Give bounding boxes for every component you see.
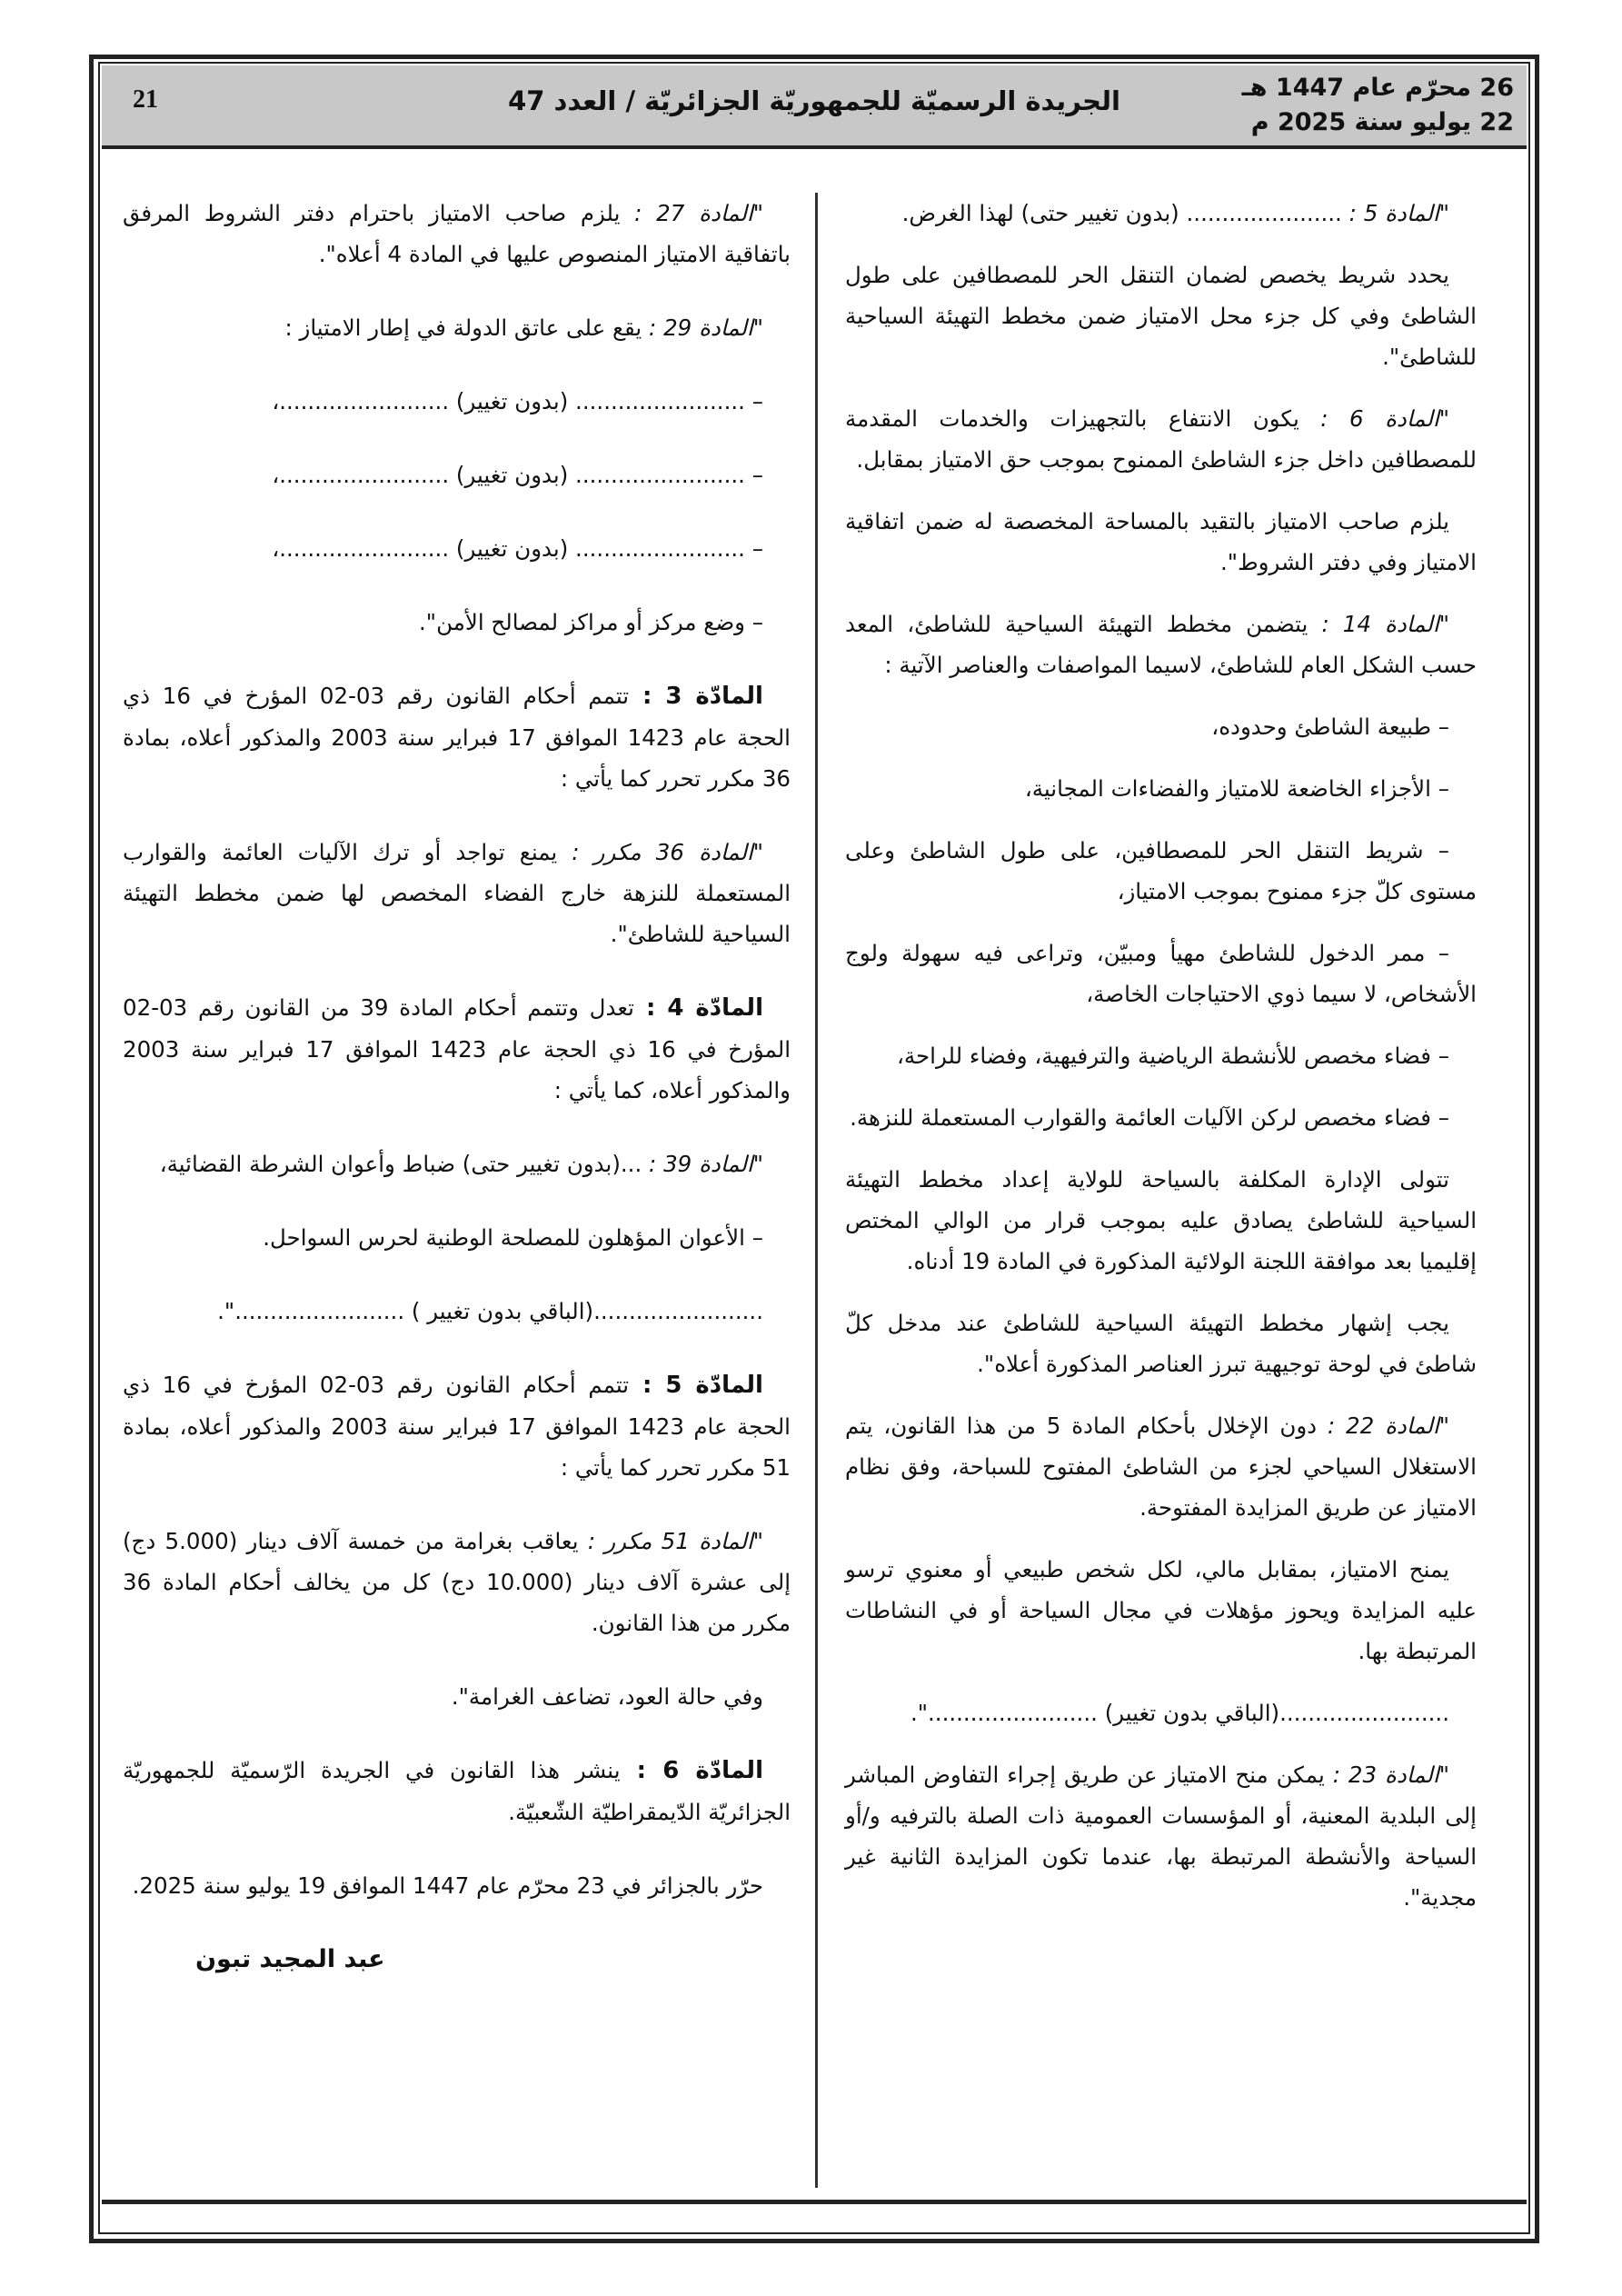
paragraph-text: يحدد شريط يخصص لضمان التنقل الحر للمصطافين على طول الشاطئ وفي كل جزء محل الامتياز ضمن مخطط التهيئة السياحية للشاطئ". (845, 262, 1477, 370)
paragraph (123, 1865, 791, 1906)
article-label: المادّة 4 : (633, 994, 763, 1022)
article-label: "المادة 23 : (1324, 1762, 1449, 1788)
paragraph (845, 706, 1477, 747)
paragraph-text: يلزم صاحب الامتياز باحترام دفتر الشروط المرفق باتفاقية الامتياز المنصوص عليها في المادة 4 أعلاه". (123, 200, 791, 267)
article-paragraph (845, 193, 1477, 234)
gregorian-date: 22 يوليو سنة 2025 م (1250, 108, 1514, 136)
paragraph (123, 381, 791, 422)
paragraph-text: يلزم صاحب الامتياز بالتقيد بالمساحة المخصصة له ضمن اتفاقية الامتياز وفي دفتر الشروط". (845, 508, 1477, 575)
paragraph (845, 1549, 1477, 1672)
paragraph (845, 1303, 1477, 1384)
article-label: "المادة 29 : (642, 314, 763, 341)
paragraph-text: – الأجزاء الخاضعة للامتياز والفضاءات المجانية، (1024, 775, 1449, 802)
paragraph (845, 1692, 1477, 1733)
paragraph (123, 602, 791, 643)
paragraph-text: – فضاء مخصص للأنشطة الرياضية والترفيهية، وفضاء للراحة، (896, 1043, 1449, 1069)
paragraph-text: – ........................ (بدون تغيير) ........................، (272, 462, 763, 488)
paragraph (123, 1676, 791, 1717)
paragraph-text: يقع على عاتق الدولة في إطار الامتياز : (284, 314, 642, 341)
paragraph-text: – ........................ (بدون تغيير) ........................، (272, 535, 763, 562)
left-column (123, 193, 791, 2012)
paragraph-text: ينشر هذا القانون في الجريدة الرّسميّة للجمهوريّة الجزائريّة الدّيمقراطيّة الشّعبيّة. (123, 1757, 791, 1825)
paragraph-text: يمنع تواجد أو ترك الآليات العائمة والقوارب المستعملة للنزهة خارج الفضاء المخصص لها ضمن مخطط التهيئة السياحية للشاطئ". (123, 839, 791, 947)
paragraph (123, 454, 791, 495)
paragraph-text: ........................(الباقي بدون تغيير ) ........................". (217, 1298, 763, 1324)
article-label: المادّة 5 : (629, 1372, 763, 1399)
article-label: المادّة 3 : (629, 683, 763, 710)
article-paragraph (123, 675, 791, 799)
paragraph (845, 501, 1477, 583)
paragraph-text: تتولى الإدارة المكلفة بالسياحة للولاية إعداد مخطط التهيئة السياحية للشاطئ يصادق عليه بموجب قرار من الوالي المختص إقليميا بعد موافقة اللجنة الولائية المذكورة في المادة 19 أدناه. (845, 1166, 1477, 1274)
bottom-rule (102, 2200, 1527, 2204)
article-label: "المادة 36 مكرر : (557, 839, 763, 865)
paragraph (123, 1217, 791, 1258)
article-paragraph (123, 987, 791, 1111)
gazette-header (102, 65, 1527, 149)
paragraph (845, 768, 1477, 809)
paragraph-text: – شريط التنقل الحر للمصطافين، على طول الشاطئ وعلى مستوى كلّ جزء ممنوح بموجب الامتياز، (845, 837, 1477, 904)
paragraph-text: حرّر بالجزائر في 23 محرّم عام 1447 الموافق 19 يوليو سنة 2025. (132, 1872, 763, 1899)
paragraph-text: يعاقب بغرامة من خمسة آلاف دينار (5.000 دج) إلى عشرة آلاف دينار (10.000 دج) كل من يخالف أحكام المادة 36 مكرر من هذا القانون. (123, 1528, 791, 1636)
paragraph-text: يكون الانتفاع بالتجهيزات والخدمات المقدمة للمصطافين داخل جزء الشاطئ الممنوح بموجب حق الامتياز بمقابل. (845, 405, 1477, 473)
article-label: المادّة 6 : (620, 1757, 763, 1784)
paragraph-text: – وضع مركز أو مراكز لمصالح الأمن". (419, 609, 763, 635)
paragraph (845, 933, 1477, 1014)
article-label: "المادة 27 : (620, 200, 763, 226)
paragraph (123, 1291, 791, 1332)
article-paragraph (845, 1405, 1477, 1528)
paragraph-text: – طبيعة الشاطئ وحدوده، (1211, 714, 1449, 740)
paragraph-text: – ممر الدخول للشاطئ مهيأ ومبيّن، وتراعى فيه سهولة ولوج الأشخاص، لا سيما ذوي الاحتياجات الخاصة، (845, 940, 1477, 1007)
article-label: "المادة 5 : (1341, 200, 1449, 226)
page-number: 21 (133, 85, 158, 114)
paragraph-text: يمنح الامتياز، بمقابل مالي، لكل شخص طبيعي أو معنوي ترسو عليه المزايدة ويحوز مؤهلات في مجال السياحة أو في النشاطات المرتبطة بها. (845, 1556, 1477, 1664)
paragraph (845, 1097, 1477, 1138)
paragraph (845, 830, 1477, 912)
article-paragraph (123, 1143, 791, 1184)
paragraph-text: ...................... (بدون تغيير حتى) لهذا الغرض. (901, 200, 1342, 226)
paragraph (845, 1035, 1477, 1076)
article-label: "المادة 14 : (1308, 611, 1449, 637)
paragraph-text: ........................(الباقي بدون تغيير) ........................". (910, 1700, 1449, 1726)
article-paragraph (123, 1750, 791, 1832)
paragraph-text: وفي حالة العود، تضاعف الغرامة". (451, 1683, 763, 1710)
paragraph (845, 1159, 1477, 1282)
paragraph-text: يتضمن مخطط التهيئة السياحية للشاطئ، المعد حسب الشكل العام للشاطئ، لاسيما المواصفات والعناصر الآتية : (845, 611, 1477, 678)
article-label: "المادة 51 مكرر : (578, 1528, 763, 1554)
article-paragraph (123, 307, 791, 348)
article-paragraph (123, 193, 791, 275)
paragraph-text: دون الإخلال بأحكام المادة 5 من هذا القانون، يتم الاستغلال السياحي لجزء من الشاطئ المفتوح للسباحة، وفق نظام الامتياز عن طريق المزايدة المفتوحة. (845, 1413, 1477, 1521)
paragraph (123, 528, 791, 569)
paragraph (845, 255, 1477, 377)
article-paragraph (123, 1521, 791, 1643)
article-paragraph (845, 1754, 1477, 1918)
paragraph-text: تعدل وتتمم أحكام المادة 39 من القانون رقم 03-02 المؤرخ في 16 ذي الحجة عام 1423 الموافق 17 فبراير سنة 2003 والمذكور أعلاه، كما يأتي : (123, 994, 791, 1103)
signature: عبد المجيد تبون (195, 1945, 385, 1973)
column-divider (815, 193, 818, 2188)
paragraph-text: – ........................ (بدون تغيير) ........................، (272, 388, 763, 414)
paragraph-text: ...(بدون تغيير حتى) ضباط وأعوان الشرطة القضائية، (159, 1151, 642, 1177)
article-paragraph (845, 604, 1477, 685)
article-paragraph (845, 398, 1477, 480)
article-label: "المادة 22 : (1317, 1413, 1449, 1439)
paragraph-text: تتمم أحكام القانون رقم 03-02 المؤرخ في 16 ذي الحجة عام 1423 الموافق 17 فبراير سنة 2003 والمذكور أعلاه، بمادة 51 مكرر تحرر كما يأتي : (123, 1372, 791, 1481)
right-column (845, 193, 1477, 1939)
article-label: "المادة 6 : (1299, 405, 1449, 432)
paragraph-text: – الأعوان المؤهلون للمصلحة الوطنية لحرس السواحل. (263, 1224, 763, 1251)
paragraph-text: – فضاء مخصص لركن الآليات العائمة والقوارب المستعملة للنزهة. (850, 1104, 1449, 1131)
article-paragraph (123, 832, 791, 954)
gazette-title: الجريدة الرسميّة للجمهوريّة الجزائريّة / العدد 47 (508, 85, 1120, 116)
paragraph-text: يمكن منح الامتياز عن طريق إجراء التفاوض المباشر إلى البلدية المعنية، أو المؤسسات العمومية ذات الصلة بالترفيه و/أو السياحة والأنشطة المرتبطة بها، عندما تكون المزايدة الثانية غير مجدية". (845, 1762, 1477, 1911)
paragraph-text: تتمم أحكام القانون رقم 03-02 المؤرخ في 16 ذي الحجة عام 1423 الموافق 17 فبراير سنة 2003 والمذكور أعلاه، بمادة 36 مكرر تحرر كما يأتي : (123, 683, 791, 792)
article-label: "المادة 39 : (642, 1151, 763, 1177)
paragraph-text: يجب إشهار مخطط التهيئة السياحية للشاطئ عند مدخل كلّ شاطئ في لوحة توجيهية تبرز العناصر المذكورة أعلاه". (845, 1310, 1477, 1377)
hijri-date: 26 محرّم عام 1447 هـ (1241, 74, 1514, 102)
article-paragraph (123, 1364, 791, 1488)
